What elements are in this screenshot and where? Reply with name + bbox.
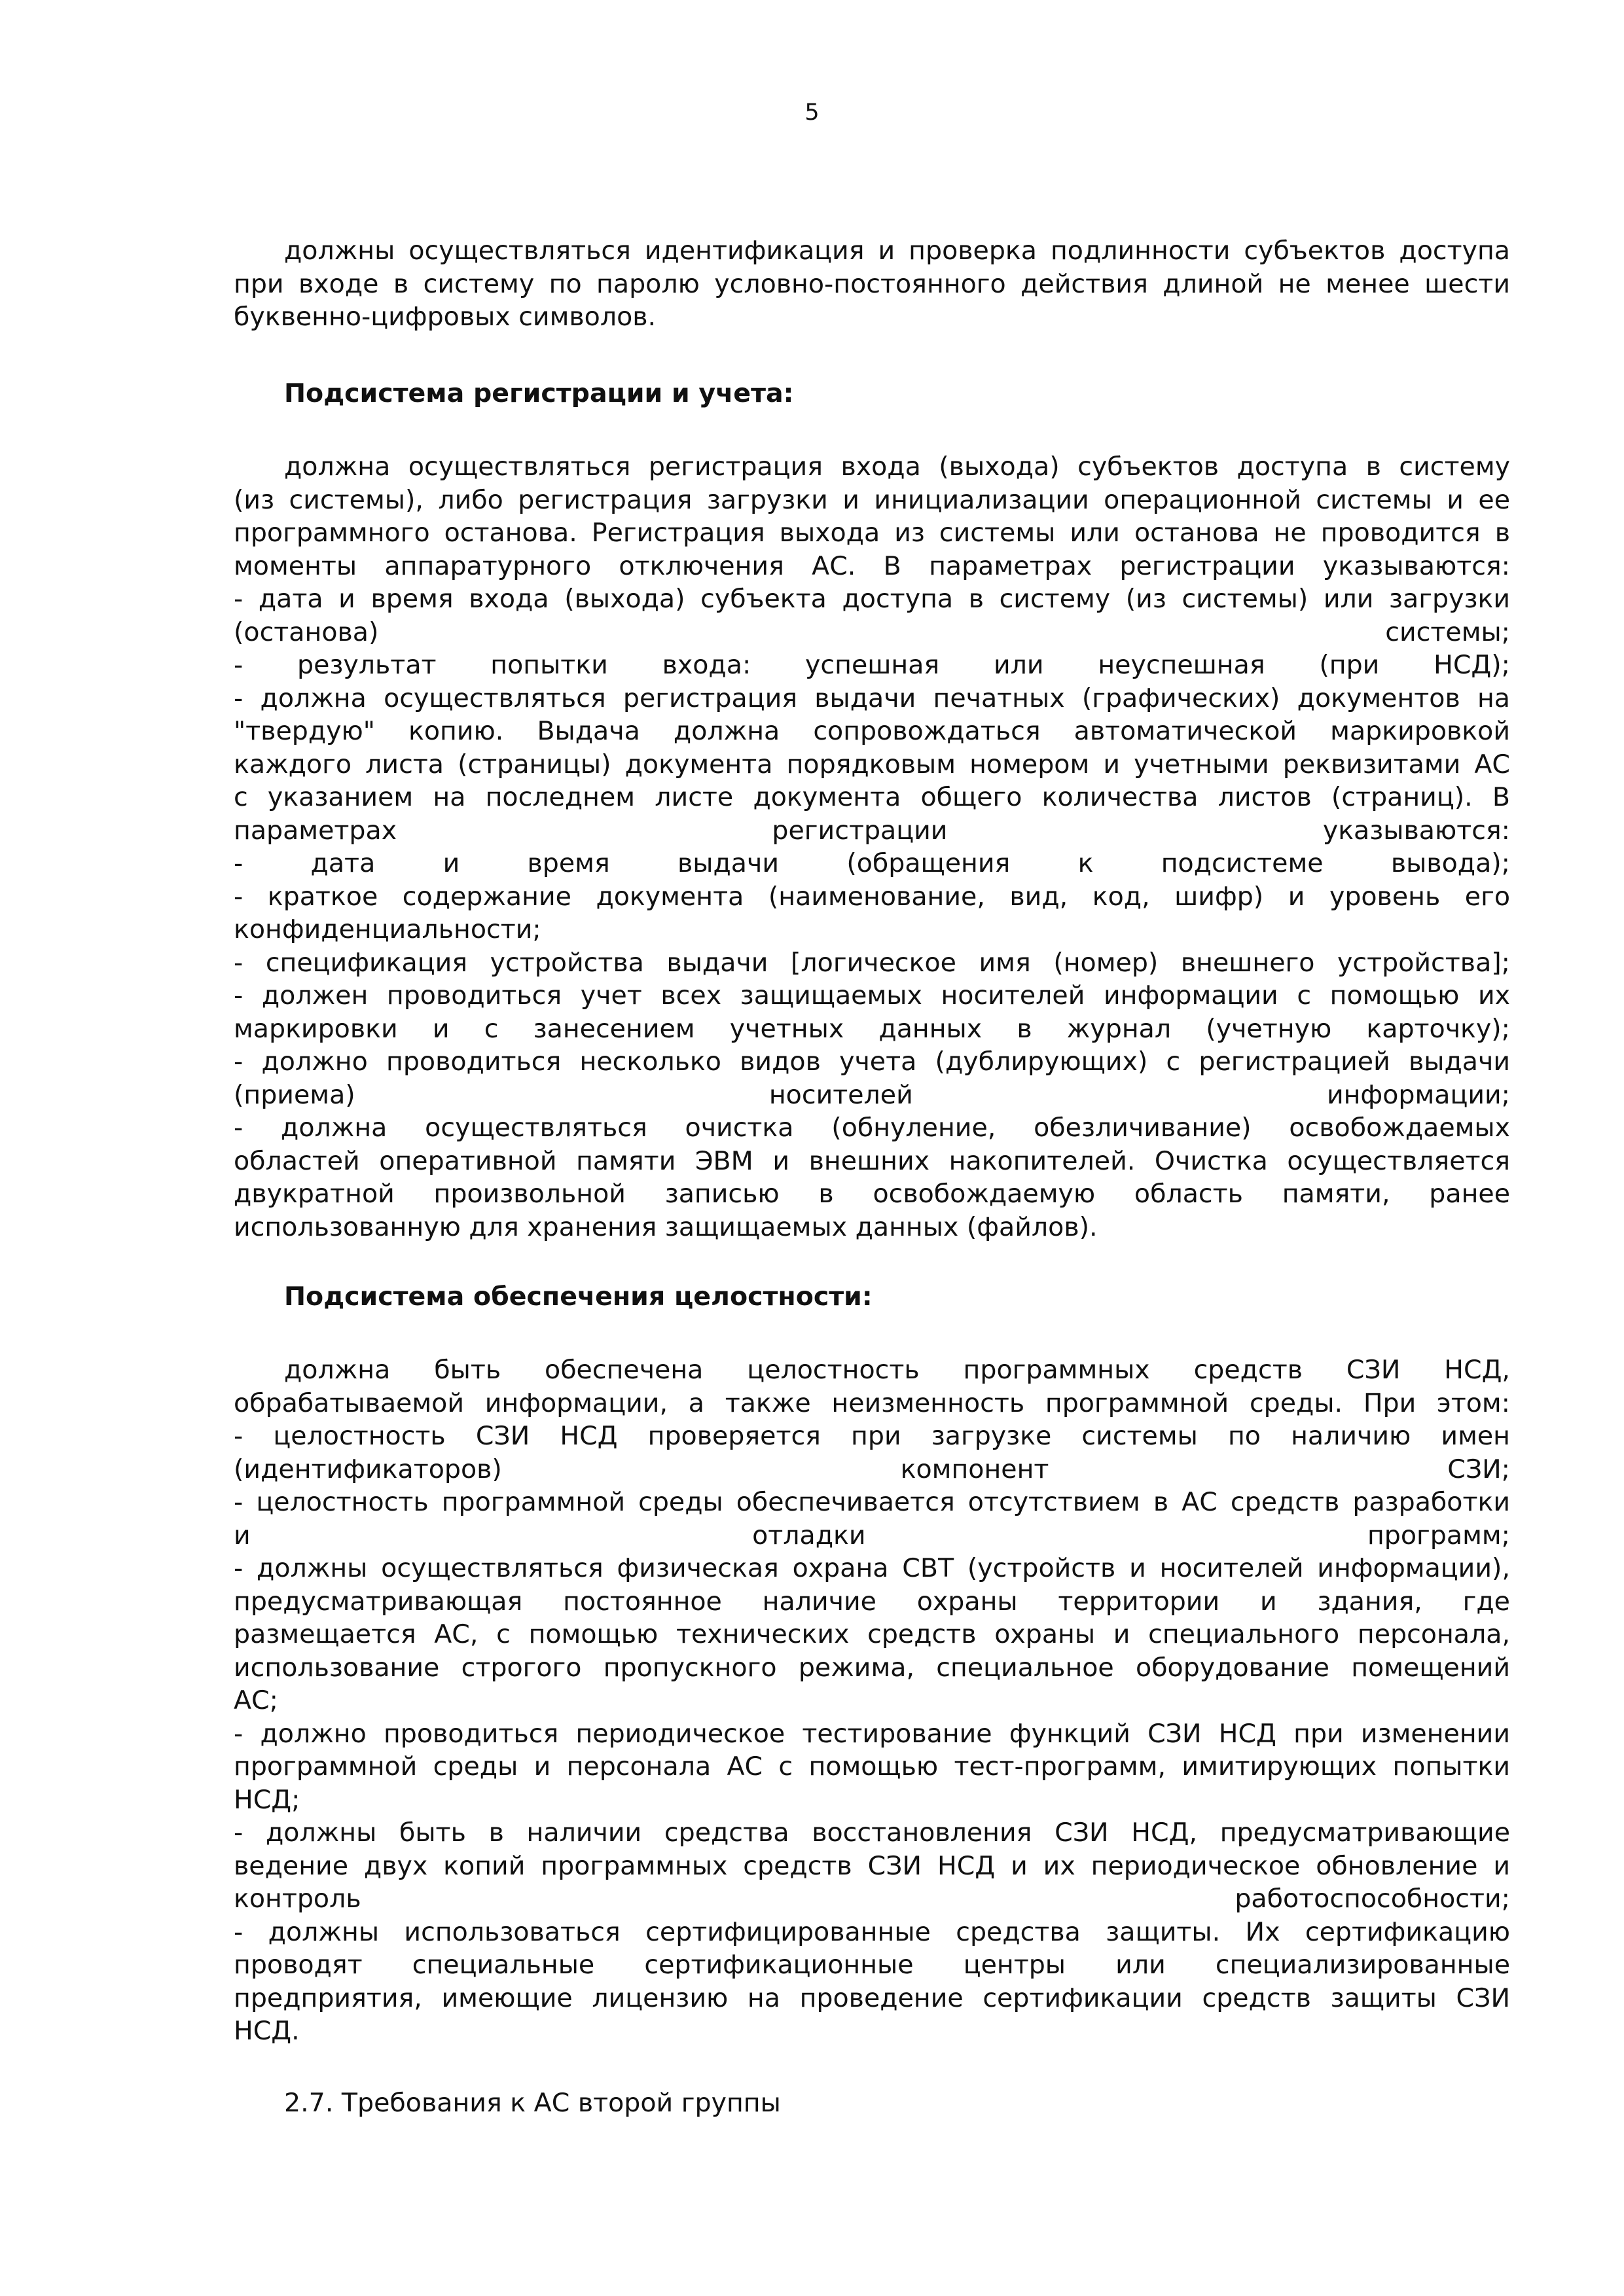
text-line: каждого листа (страницы) документа порядковым номером и учетными реквизитами АС <box>234 749 1510 780</box>
text-line: (идентификаторов) компонент СЗИ; <box>234 1454 1510 1484</box>
section-heading-integrity <box>234 1280 1510 1314</box>
text-line: НСД. <box>234 2016 300 2046</box>
text-line: - должно проводиться периодическое тестирование функций СЗИ НСД при изменении <box>234 1718 1510 1749</box>
text-line: - краткое содержание документа (наименование, вид, код, шифр) и уровень его <box>234 881 1510 912</box>
text-line: контроль работоспособности; <box>234 1884 1510 1914</box>
subsection-heading <box>234 2087 1510 2120</box>
text-line: - дата и время входа (выхода) субъекта доступа в систему (из системы) или загрузки <box>234 584 1510 614</box>
text-line: (останова) системы; <box>234 617 1510 647</box>
section-heading: Подсистема регистрации и учета: <box>284 378 794 408</box>
text-line: - должен проводиться учет всех защищаемых носителей информации с помощью их <box>234 980 1510 1011</box>
text-line: НСД; <box>234 1784 300 1815</box>
text-line: проводят специальные сертификационные центры или специализированные <box>234 1950 1510 1980</box>
text-line: при входе в систему по паролю условно-постоянного действия длиной не менее шести <box>234 268 1510 299</box>
text-line: должна быть обеспечена целостность программных средств СЗИ НСД, <box>284 1355 1510 1385</box>
text-line: обрабатываемой информации, а также неизменность программной среды. При этом: <box>234 1388 1510 1418</box>
text-line: областей оперативной памяти ЭВМ и внешних накопителей. Очистка осуществляется <box>234 1145 1510 1176</box>
text-line: размещается АС, с помощью технических средств охраны и специального персонала, <box>234 1619 1510 1649</box>
text-line: с указанием на последнем листе документа общего количества листов (страниц). В <box>234 782 1510 812</box>
integrity-paragraph <box>234 1354 1510 2048</box>
text-line: - должна осуществляться очистка (обнуление, обезличивание) освобождаемых <box>234 1113 1510 1143</box>
text-line: АС; <box>234 1685 278 1715</box>
text-line: - результат попытки входа: успешная или неуспешная (при НСД); <box>234 650 1510 680</box>
text-line: (приема) носителей информации; <box>234 1079 1510 1110</box>
text-line: и отладки программ; <box>234 1520 1510 1551</box>
page-number: 5 <box>804 99 820 126</box>
text-line: моменты аппаратурного отключения АС. В параметрах регистрации указываются: <box>234 550 1510 581</box>
text-line: - должна осуществляться регистрация выдачи печатных (графических) документов на <box>234 683 1510 713</box>
text-line: должна осуществляться регистрация входа (выхода) субъектов доступа в систему <box>284 452 1510 482</box>
text-line: - должны использоваться сертифицированные средства защиты. Их сертификацию <box>234 1916 1510 1947</box>
text-line: - должно проводиться несколько видов учета (дублирующих) с регистрацией выдачи <box>234 1047 1510 1077</box>
text-line: "твердую" копию. Выдача должна сопровождаться автоматической маркировкой <box>234 716 1510 746</box>
text-line: - должны быть в наличии средства восстановления СЗИ НСД, предусматривающие <box>234 1818 1510 1848</box>
text-line: параметрах регистрации указываются: <box>234 815 1510 846</box>
text-line: использование строгого пропускного режима, специальное оборудование помещений <box>234 1652 1510 1683</box>
text-line: - целостность программной среды обеспечивается отсутствием в АС средств разработки <box>234 1487 1510 1517</box>
section-heading-registration <box>234 377 1510 410</box>
text-line: - дата и время выдачи (обращения к подсистеме вывода); <box>234 848 1510 878</box>
text-line: программной среды и персонала АС с помощью тест-программ, имитирующих попытки <box>234 1751 1510 1782</box>
text-line: должны осуществляться идентификация и проверка подлинности субъектов доступа <box>284 236 1510 266</box>
text-line: - целостность СЗИ НСД проверяется при загрузке системы по наличию имен <box>234 1421 1510 1451</box>
subsection-title: 2.7. Требования к АС второй группы <box>284 2088 781 2118</box>
text-line: предприятия, имеющие лицензию на проведение сертификации средств защиты СЗИ <box>234 1982 1510 2013</box>
text-line: конфиденциальности; <box>234 914 541 944</box>
text-line: использованную для хранения защищаемых данных (файлов). <box>234 1211 1098 1242</box>
text-line: буквенно-цифровых символов. <box>234 302 657 332</box>
text-line: программного останова. Регистрация выхода из системы или останова не проводится в <box>234 518 1510 548</box>
intro-paragraph <box>234 234 1510 334</box>
registration-paragraph <box>234 450 1510 1244</box>
text-line: (из системы), либо регистрация загрузки и инициализации операционной системы и ее <box>234 484 1510 515</box>
section-heading: Подсистема обеспечения целостности: <box>284 1282 873 1312</box>
text-line: предусматривающая постоянное наличие охраны территории и здания, где <box>234 1586 1510 1617</box>
text-line: двукратной произвольной записью в освобождаемую область памяти, ранее <box>234 1179 1510 1209</box>
text-line: - должны осуществляться физическая охрана СВТ (устройств и носителей информации), <box>234 1553 1510 1583</box>
text-line: ведение двух копий программных средств СЗИ НСД и их периодическое обновление и <box>234 1850 1510 1881</box>
text-line: маркировки и с занесением учетных данных в журнал (учетную карточку); <box>234 1013 1510 1044</box>
text-line: - спецификация устройства выдачи [логическое имя (номер) внешнего устройства]; <box>234 947 1510 978</box>
